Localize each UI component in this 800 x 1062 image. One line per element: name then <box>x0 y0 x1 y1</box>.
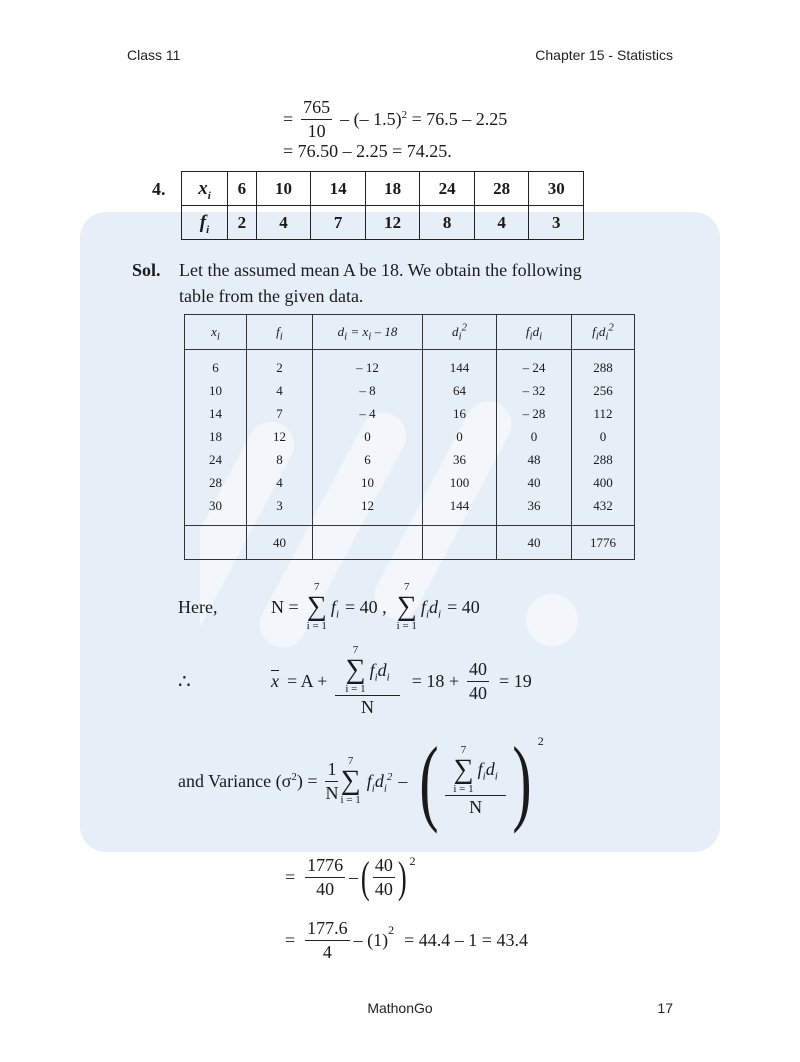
fraction-40-40 <box>373 855 395 900</box>
fraction-40-40 <box>467 659 489 704</box>
frac-den: 10 <box>307 121 326 141</box>
sum-symbol <box>345 645 365 695</box>
table-cell: 6 <box>313 448 423 471</box>
table-cell: 2 <box>228 206 257 240</box>
table-cell: 18 <box>365 172 420 206</box>
mean-eq-b: = 18 + <box>411 671 460 691</box>
table-cell: 4 <box>256 206 311 240</box>
question-number: 4. <box>152 179 166 199</box>
table-cell: 144 <box>423 350 497 380</box>
frac-num: 1776 <box>305 855 345 878</box>
table-cell: – 24 <box>497 350 572 380</box>
total-cell: 40 <box>497 526 572 560</box>
frac-num: 40 <box>467 659 489 682</box>
table-cell: 8 <box>247 448 313 471</box>
sigma-glyph: ∑ <box>306 591 327 622</box>
table-cell: – 28 <box>497 402 572 425</box>
frac-num: 40 <box>373 855 395 878</box>
fidi-term: $f_id_i$ <box>369 659 390 684</box>
table-row <box>182 206 584 240</box>
table-cell: 14 <box>185 402 247 425</box>
frac-num <box>335 645 399 696</box>
x-bar: $\overline{x}$ <box>271 671 279 691</box>
sum-top: 7 <box>314 581 320 593</box>
sigma-glyph: ∑ <box>345 654 366 685</box>
sigma-glyph: ∑ <box>340 765 361 796</box>
f-sub: i <box>206 223 210 236</box>
table-cell: 4 <box>247 471 313 494</box>
sum-top: 7 <box>404 581 410 593</box>
table-cell: 48 <box>497 448 572 471</box>
one-over-n <box>325 759 338 804</box>
header-chapter: Chapter 15 - Statistics <box>535 47 673 63</box>
solution-table <box>184 314 635 560</box>
eq-sign: = <box>285 867 296 887</box>
total-cell: 40 <box>247 526 313 560</box>
calc-line-2: = 76.50 – 2.25 = 74.25. <box>283 141 452 161</box>
table-cell: 0 <box>313 425 423 448</box>
table-cell: 288 <box>572 350 635 380</box>
table-cell: 12 <box>365 206 420 240</box>
fraction-177-4 <box>305 918 350 963</box>
f-label: f <box>199 211 207 233</box>
table-cell: 400 <box>572 471 635 494</box>
table-cell: 24 <box>420 172 475 206</box>
table-row <box>185 350 635 380</box>
frac-den: 40 <box>469 683 488 703</box>
frac-num: 1 <box>325 759 338 782</box>
fraction-765-10 <box>301 97 332 142</box>
fi-term: $f_i$ <box>330 596 339 621</box>
table-cell: 4 <box>247 379 313 402</box>
exp: 2 <box>388 923 395 937</box>
row-label-f <box>182 206 228 240</box>
table-cell: 6 <box>185 350 247 380</box>
outer-exp: 2 <box>537 734 544 748</box>
table-cell: 7 <box>247 402 313 425</box>
table-cell: 64 <box>423 379 497 402</box>
left-paren: ( <box>361 852 370 902</box>
term-mid: – (1) <box>353 930 389 950</box>
table-cell: 10 <box>256 172 311 206</box>
final-line-2 <box>285 918 528 963</box>
x-label: x <box>198 177 208 199</box>
table-cell: 8 <box>420 206 475 240</box>
table-cell: 36 <box>423 448 497 471</box>
table-cell: 144 <box>423 494 497 526</box>
final-result: = 44.4 – 1 = 43.4 <box>404 930 528 950</box>
table-cell: 28 <box>185 471 247 494</box>
calc-term <box>340 109 507 130</box>
table-row <box>182 172 584 206</box>
frac-num <box>445 745 505 796</box>
table-cell: 40 <box>497 471 572 494</box>
eq-sign: = <box>283 109 294 129</box>
table-cell: 14 <box>311 172 366 206</box>
sum-symbol <box>340 756 360 806</box>
term-b: = 76.5 – 2.25 <box>411 109 508 129</box>
col-fi: $f_i$ <box>247 315 313 350</box>
solution-line-2: table from the given data. <box>179 286 364 306</box>
row-label-x <box>182 172 228 206</box>
table-cell: 24 <box>185 448 247 471</box>
minus-sign: – <box>349 867 359 887</box>
table-cell: 0 <box>497 425 572 448</box>
calc-line-1 <box>283 97 507 142</box>
table-row <box>185 494 635 526</box>
label-a: and Variance (σ <box>178 770 292 791</box>
frac-den: N <box>361 697 375 717</box>
footer-brand: MathonGo <box>367 1000 433 1016</box>
total-cell: 1776 <box>572 526 635 560</box>
sigma-glyph: ∑ <box>396 591 417 622</box>
right-paren: ) <box>397 852 407 902</box>
table-cell: 6 <box>228 172 257 206</box>
table-cell: – 12 <box>313 350 423 380</box>
col-di2: $d_i^2$ <box>423 315 497 350</box>
table-cell: 12 <box>247 425 313 448</box>
fidi2-term: $f_id_i^2$ <box>366 770 393 795</box>
paren-group <box>413 727 544 834</box>
table-cell: 10 <box>313 471 423 494</box>
table-cell: 112 <box>572 402 635 425</box>
table-cell: 2 <box>247 350 313 380</box>
sum-bottom: i = 1 <box>345 683 366 695</box>
x-sub: i <box>207 189 211 202</box>
sum-symbol <box>397 582 417 632</box>
frac-num: 765 <box>301 97 332 120</box>
therefore-symbol: ∴ <box>178 671 191 693</box>
fidi-term: $f_id_i$ <box>477 759 498 783</box>
table-row <box>185 402 635 425</box>
sum-top: 7 <box>347 755 354 767</box>
final-line-1 <box>285 852 416 902</box>
table-row <box>185 471 635 494</box>
solution-line-1: Let the assumed mean A be 18. We obtain the following <box>179 260 582 280</box>
sum-symbol <box>307 582 327 632</box>
sum-bottom: i = 1 <box>306 620 327 632</box>
sum-top: 7 <box>460 743 467 756</box>
table-cell: 28 <box>474 172 529 206</box>
here-label: Here, <box>178 596 218 617</box>
col-fidi: $f_id_i$ <box>497 315 572 350</box>
table-cell: – 8 <box>313 379 423 402</box>
exp: 2 <box>401 109 408 121</box>
table-cell: 256 <box>572 379 635 402</box>
table-cell: 12 <box>313 494 423 526</box>
mean-line <box>178 645 532 718</box>
solution-label: Sol. <box>132 260 161 280</box>
header-class: Class 11 <box>127 47 181 63</box>
table-cell: 0 <box>423 425 497 448</box>
here-term2: = 40 <box>447 596 480 617</box>
col-xi: $x_i$ <box>185 315 247 350</box>
col-di: $d_i = x_i - 18$ <box>313 315 423 350</box>
variance-label <box>178 771 317 792</box>
sum-bottom: i = 1 <box>340 794 361 806</box>
exp: 2 <box>409 854 416 868</box>
table-cell: 36 <box>497 494 572 526</box>
table-cell: 3 <box>247 494 313 526</box>
sum-bottom: i = 1 <box>396 620 417 632</box>
mean-result: = 19 <box>499 671 532 691</box>
frac-den: N <box>469 796 483 817</box>
here-line <box>178 582 480 632</box>
term-a: – (– 1.5) <box>340 109 402 129</box>
variance-line <box>178 727 544 834</box>
table-cell: 288 <box>572 448 635 471</box>
table-cell: 100 <box>423 471 497 494</box>
inner-fraction <box>445 745 505 818</box>
table-cell: 16 <box>423 402 497 425</box>
table-header-row <box>185 315 635 350</box>
frac-den: N <box>325 782 339 803</box>
table-body <box>185 350 635 560</box>
table-cell: 432 <box>572 494 635 526</box>
minus-sign: – <box>398 770 408 791</box>
table-cell: 0 <box>572 425 635 448</box>
table-cell: – 32 <box>497 379 572 402</box>
mean-fraction <box>335 645 399 718</box>
fidi-term: $f_id_i$ <box>420 596 442 621</box>
table-row <box>185 379 635 402</box>
right-paren: ) <box>512 727 532 834</box>
sum-symbol <box>453 745 473 795</box>
table-cell: 7 <box>311 206 366 240</box>
totals-row <box>185 526 635 560</box>
sum-top: 7 <box>352 644 359 656</box>
table-cell: 30 <box>185 494 247 526</box>
mean-eq-a: = A + <box>287 671 328 691</box>
label-exp: 2 <box>291 770 297 783</box>
frac-den: 40 <box>316 879 335 899</box>
table-row <box>185 448 635 471</box>
n-equals: N = <box>271 596 299 617</box>
frac-den: 4 <box>322 942 332 962</box>
table-cell: 10 <box>185 379 247 402</box>
eq-sign: = <box>285 930 296 950</box>
table-cell: 4 <box>474 206 529 240</box>
frac-den: 40 <box>374 879 393 899</box>
page-number: 17 <box>657 1000 673 1016</box>
table-cell: 30 <box>529 172 584 206</box>
question-table <box>181 171 584 240</box>
table-row <box>185 425 635 448</box>
fraction-1776-40 <box>305 855 345 900</box>
sum-bottom: i = 1 <box>453 782 474 795</box>
total-cell <box>313 526 423 560</box>
frac-num: 177.6 <box>305 918 350 941</box>
total-cell <box>423 526 497 560</box>
sigma-glyph: ∑ <box>453 753 474 785</box>
table-cell: 18 <box>185 425 247 448</box>
table-cell: – 4 <box>313 402 423 425</box>
here-term1: = 40 , <box>345 596 387 617</box>
table-cell: 3 <box>529 206 584 240</box>
left-paren: ( <box>419 727 439 834</box>
total-cell <box>185 526 247 560</box>
col-fidi2: $f_id_i^2$ <box>572 315 635 350</box>
label-end: ) = <box>296 770 318 791</box>
